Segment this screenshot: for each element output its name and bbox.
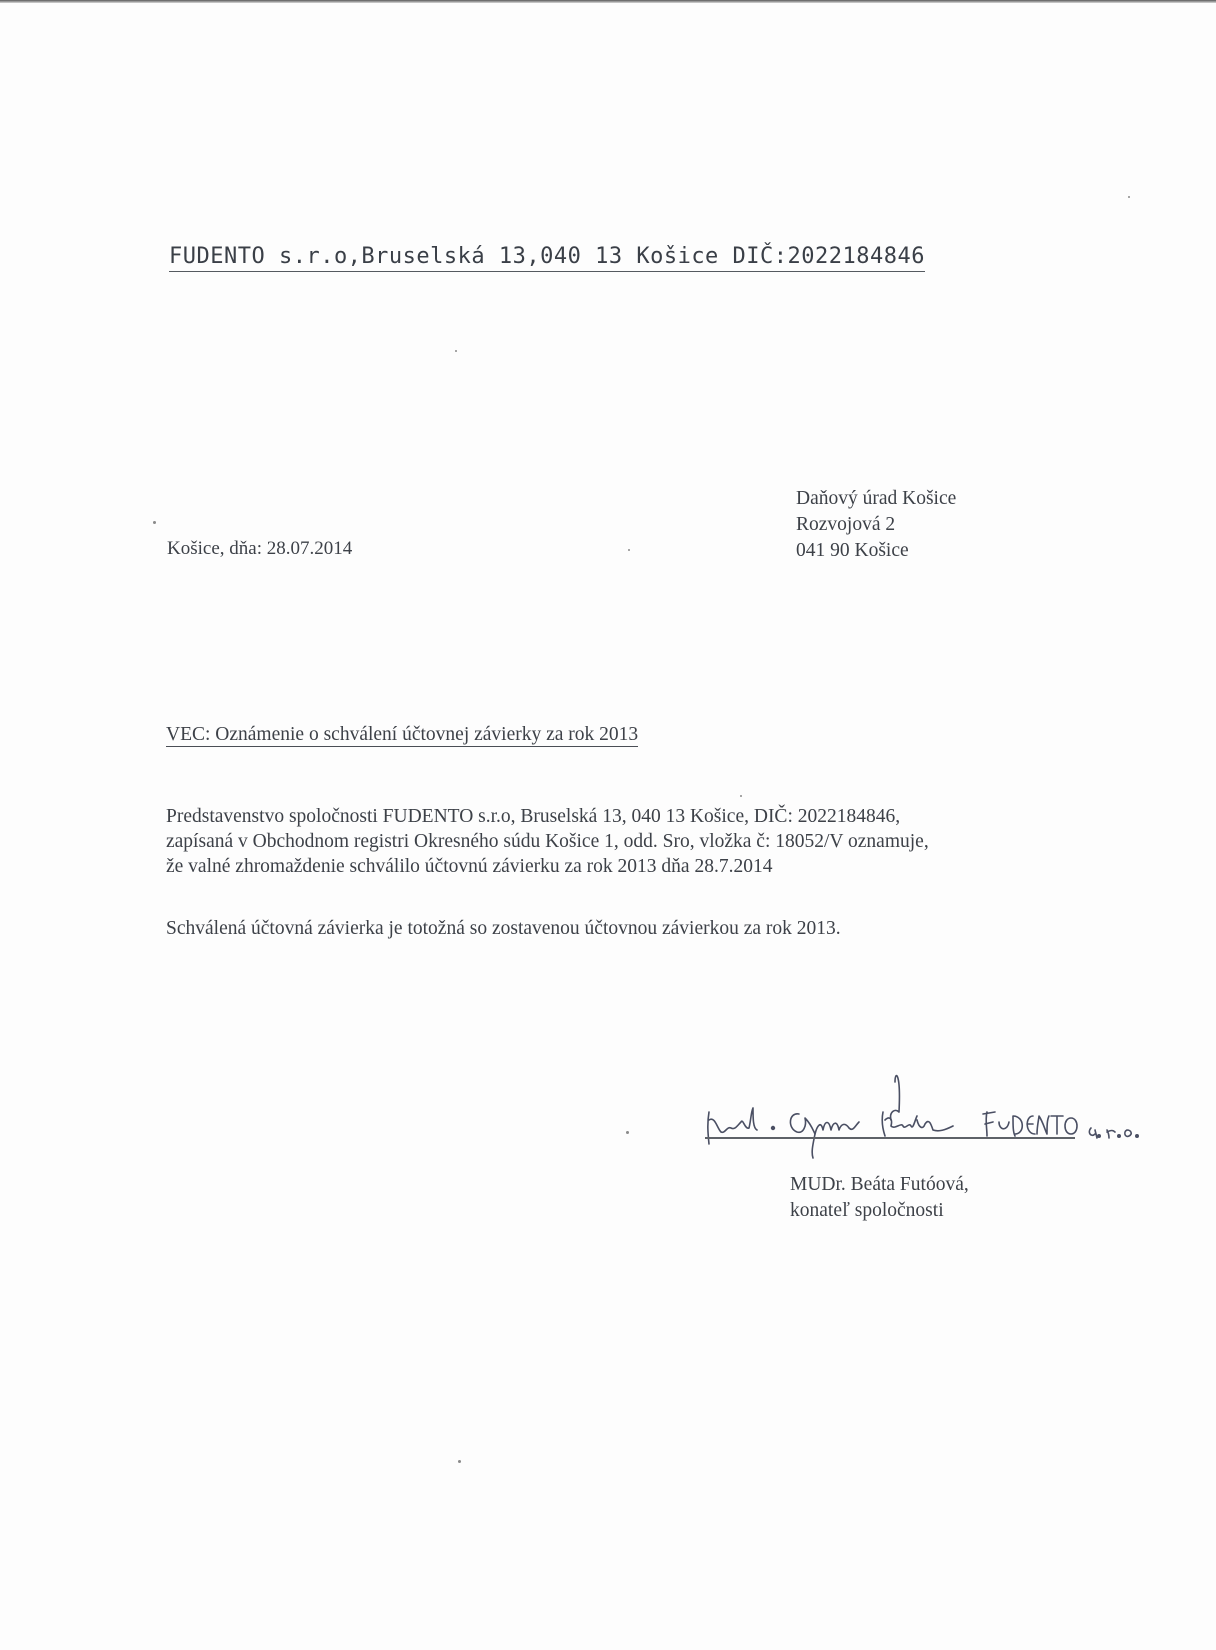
subject-line: VEC: Oznámenie o schválení účtovnej závierky za rok 2013 [166, 724, 639, 745]
signature-line [705, 1137, 1075, 1139]
recipient-address [796, 486, 956, 564]
body-line-1: Predstavenstvo spoločnosti FUDENTO s.r.o, Bruselská 13, 040 13 Košice, DIČ: 2022184846, [166, 806, 901, 827]
place-and-date: Košice, dňa: 28.07.2014 [167, 538, 353, 559]
signer-block [790, 1172, 969, 1224]
body-paragraph-1 [166, 804, 1086, 879]
recipient-line-3: 041 90 Košice [796, 540, 909, 561]
body-line-2: zapísaná v Obchodnom registri Okresného súdu Košice 1, odd. Sro, vložka č: 18052/V oznamuje, [166, 831, 929, 852]
body-line-3: že valné zhromaždenie schválilo účtovnú závierku za rok 2013 dňa 28.7.2014 [166, 856, 773, 877]
body-paragraph-2: Schválená účtovná závierka je totožná so zostavenou účtovnou závierkou za rok 2013. [166, 918, 841, 939]
recipient-line-1: Daňový úrad Košice [796, 488, 957, 509]
scan-edge [0, 0, 1216, 3]
signer-name: MUDr. Beáta Futóová, [790, 1174, 969, 1195]
recipient-line-2: Rozvojová 2 [796, 514, 896, 535]
signer-role: konateľ spoločnosti [790, 1200, 944, 1221]
handwritten-signature [695, 1072, 1185, 1172]
letterhead: FUDENTO s.r.o,Bruselská 13,040 13 Košice DIČ:2022184846 [169, 244, 925, 272]
